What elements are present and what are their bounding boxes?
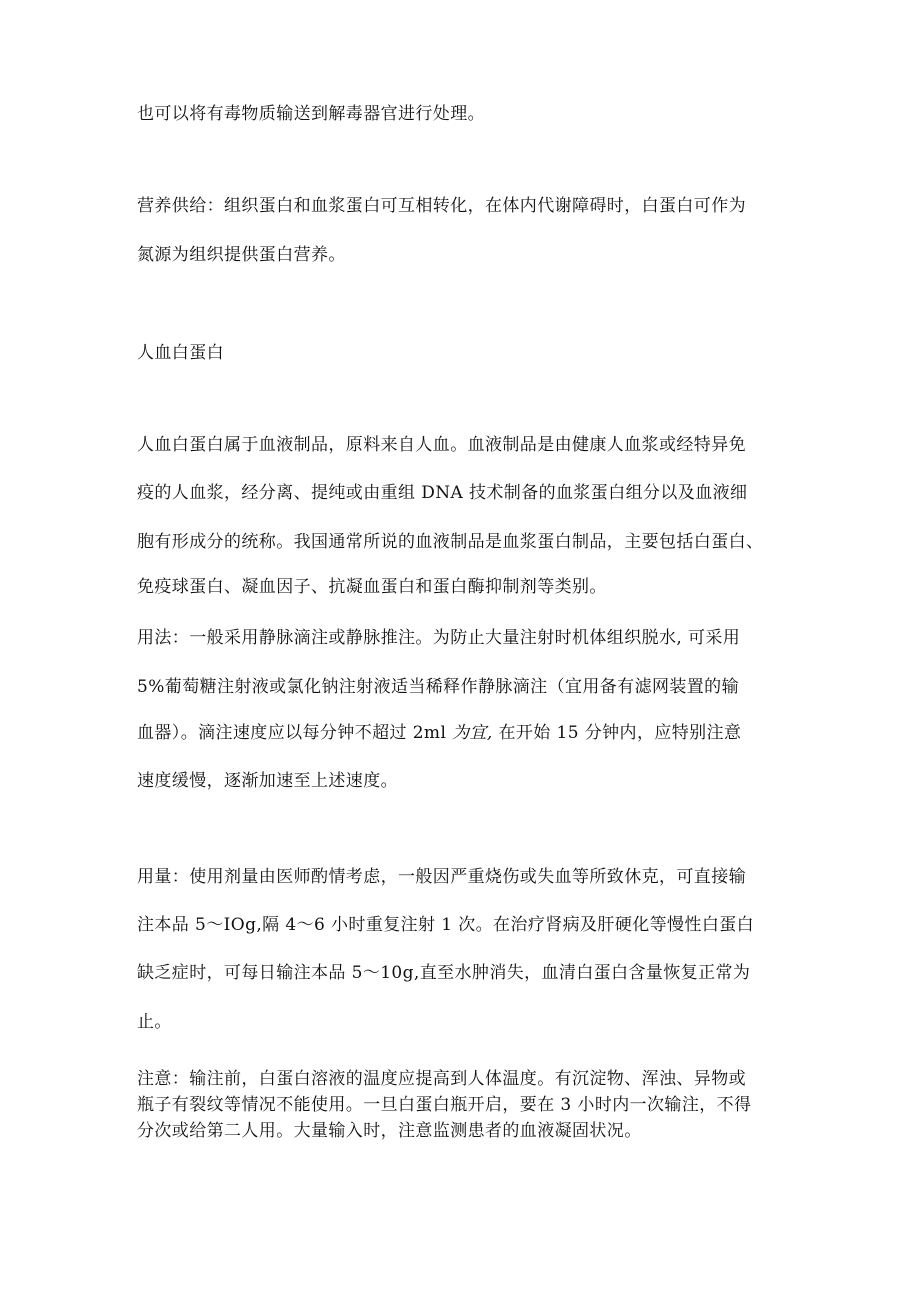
usage-line-2: 5%葡萄糖注射液或氯化钠注射液适当稀释作静脉滴注（宜用备有滤网装置的输: [137, 677, 739, 697]
notes-line-2: 瓶子有裂纹等情况不能使用。一旦白蛋白瓶开启，要在 3 小时内一次输注，不得: [137, 1095, 752, 1115]
notes-line-3: 分次或给第二人用。大量输入时，注意监测患者的血液凝固状况。: [137, 1121, 642, 1141]
nutrition-line-1: 营养供给：组织蛋白和血浆蛋白可互相转化，在体内代谢障碍时，白蛋白可作为: [137, 196, 746, 216]
dosage-line-3: 缺乏症时，可每日输注本品 5～10g,直至水肿消失，血清白蛋白含量恢复正常为: [137, 963, 751, 983]
intro-line-1: 也可以将有毒物质输送到解毒器官进行处理。: [137, 104, 485, 124]
usage-line-3: [137, 722, 741, 744]
usage-line-3-part-a: 血器）。滴注速度应以每分钟不超过 2ml: [137, 723, 453, 743]
usage-line-3-italic: 为宜,: [452, 723, 493, 743]
description-line-2: 疫的人血浆，经分离、提纯或由重组 DNA 技术制备的血浆蛋白组分以及血液细: [137, 483, 748, 503]
notes-line-1: 注意：输注前，白蛋白溶液的温度应提高到人体温度。有沉淀物、浑浊、异物或: [137, 1069, 746, 1089]
dosage-line-1: 用量：使用剂量由医师酌情考虑，一般因严重烧伤或失血等所致休克，可直接输: [137, 867, 746, 887]
description-line-4: 免疫球蛋白、凝血因子、抗凝血蛋白和蛋白酶抑制剂等类别。: [137, 577, 607, 597]
dosage-line-4: 止。: [137, 1012, 172, 1032]
usage-line-3-part-c: 在开始 15 分钟内，应特别注意: [492, 723, 742, 743]
usage-line-4: 速度缓慢，逐渐加速至上述速度。: [137, 771, 398, 791]
description-line-1: 人血白蛋白属于血液制品，原料来自人血。血液制品是由健康人血浆或经特异免: [137, 435, 746, 455]
section-heading: 人血白蛋白: [137, 343, 224, 363]
description-line-3: 胞有形成分的统称。我国通常所说的血液制品是血浆蛋白制品，主要包括白蛋白、: [137, 532, 764, 552]
nutrition-line-2: 氮源为组织提供蛋白营养。: [137, 245, 346, 265]
dosage-line-2: 注本品 5～IOg,隔 4～6 小时重复注射 1 次。在治疗肾病及肝硬化等慢性白蛋白: [137, 915, 755, 935]
usage-line-1: 用法：一般采用静脉滴注或静脉推注。为防止大量注射时机体组织脱水, 可采用: [137, 628, 741, 648]
